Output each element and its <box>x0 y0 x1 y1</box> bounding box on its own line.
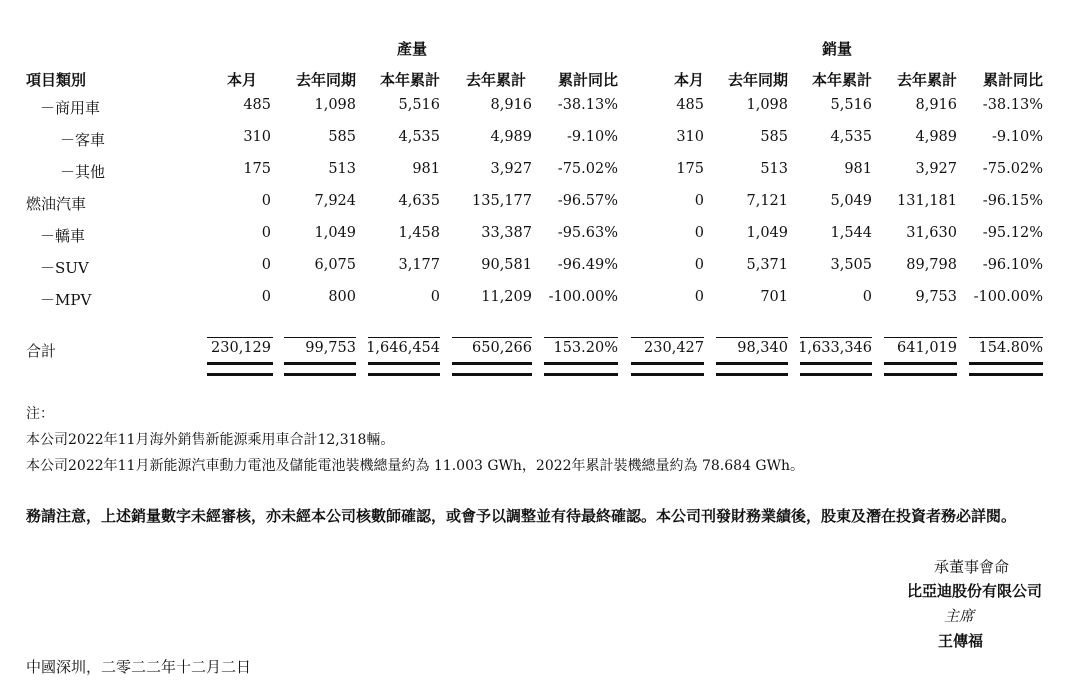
table-cell: -95.63% <box>557 225 618 241</box>
double-rule <box>969 362 1043 376</box>
table-cell: 7,121 <box>746 193 788 209</box>
row-label: －轎車 <box>40 227 86 245</box>
table-cell: 5,516 <box>398 97 440 113</box>
total-cell: 230,427 <box>644 340 704 356</box>
table-cell: -96.57% <box>557 193 618 209</box>
table-cell: 1,544 <box>830 225 872 241</box>
table-cell: 0 <box>261 193 271 209</box>
rule <box>368 337 440 338</box>
rule <box>800 337 872 338</box>
total-cell: 1,633,346 <box>798 340 872 356</box>
table-cell: 0 <box>694 193 704 209</box>
col-header-prod-ytd: 本年累計 <box>379 71 440 89</box>
company-name: 比亞迪股份有限公司 <box>906 582 1042 600</box>
table-cell: 1,049 <box>314 225 356 241</box>
category-column-header: 項目類別 <box>26 71 87 89</box>
row-label: －SUV <box>40 259 89 277</box>
total-cell: 650,266 <box>472 340 532 356</box>
double-rule <box>368 362 440 376</box>
col-header-sales-this-month: 本月 <box>673 71 704 89</box>
double-rule <box>716 362 788 376</box>
rule <box>452 337 532 338</box>
table-cell: 89,798 <box>906 257 957 273</box>
table-cell: -96.15% <box>982 193 1043 209</box>
double-rule <box>452 362 532 376</box>
col-header-prod-last-ytd: 去年累計 <box>465 71 526 89</box>
total-cell: 641,019 <box>897 340 957 356</box>
double-rule <box>544 362 618 376</box>
table-cell: 31,630 <box>906 225 957 241</box>
double-rule <box>207 362 273 376</box>
total-cell: 98,340 <box>737 340 788 356</box>
table-cell: 585 <box>760 129 788 145</box>
note-line-1: 本公司2022年11月海外銷售新能源乘用車合計12,318輛。 <box>26 432 395 448</box>
table-cell: 9,753 <box>915 289 957 305</box>
table-cell: 6,075 <box>314 257 356 273</box>
col-header-prod-ytd-yoy: 累計同比 <box>557 71 618 89</box>
table-cell: 135,177 <box>472 193 532 209</box>
col-header-sales-ytd: 本年累計 <box>811 71 872 89</box>
table-cell: 175 <box>676 161 704 177</box>
table-cell: 8,916 <box>915 97 957 113</box>
note-line-2: 本公司2022年11月新能源汽車動力電池及儲能電池裝機總量約為 11.003 GWh，2022年累計裝機總量約為 78.684 GWh。 <box>26 458 805 474</box>
table-cell: 800 <box>328 289 356 305</box>
table-cell: 0 <box>261 289 271 305</box>
caution-statement: 務請注意，上述銷量數字未經審核，亦未經本公司核數師確認，或會予以調整並有待最終確認。本公司刊發財務業績後，股東及潛在投資者務必詳閱。 <box>26 507 1017 525</box>
table-cell: -9.10% <box>567 129 618 145</box>
rule <box>544 337 618 338</box>
table-cell: -96.49% <box>557 257 618 273</box>
table-cell: 310 <box>676 129 704 145</box>
table-cell: 0 <box>694 257 704 273</box>
sales-group-header: 銷量 <box>822 40 853 58</box>
table-cell: 5,049 <box>830 193 872 209</box>
table-cell: 3,927 <box>490 161 532 177</box>
table-cell: 981 <box>412 161 440 177</box>
table-cell: -38.13% <box>982 97 1043 113</box>
table-cell: 485 <box>243 97 271 113</box>
table-cell: 0 <box>261 257 271 273</box>
table-cell: 0 <box>430 289 440 305</box>
table-cell: -100.00% <box>973 289 1043 305</box>
table-cell: -75.02% <box>982 161 1043 177</box>
table-cell: 175 <box>243 161 271 177</box>
place-and-date: 中國深圳，二零二二年十二月二日 <box>26 658 252 676</box>
table-cell: 485 <box>676 97 704 113</box>
table-cell: 11,209 <box>481 289 532 305</box>
rule <box>884 337 957 338</box>
total-cell: 99,753 <box>305 340 356 356</box>
row-label: －商用車 <box>40 99 101 117</box>
table-cell: 701 <box>760 289 788 305</box>
total-cell: 154.80% <box>978 340 1043 356</box>
row-label: 燃油汽車 <box>26 195 87 213</box>
row-label: －其他 <box>60 163 106 181</box>
total-label: 合計 <box>26 342 57 360</box>
table-cell: 1,098 <box>746 97 788 113</box>
table-cell: 4,535 <box>830 129 872 145</box>
table-cell: 1,049 <box>746 225 788 241</box>
table-cell: 4,635 <box>398 193 440 209</box>
table-cell: 4,989 <box>915 129 957 145</box>
table-cell: 7,924 <box>314 193 356 209</box>
table-cell: -9.10% <box>992 129 1043 145</box>
table-cell: 513 <box>760 161 788 177</box>
table-cell: 585 <box>328 129 356 145</box>
col-header-sales-last-ytd: 去年累計 <box>896 71 957 89</box>
double-rule <box>884 362 957 376</box>
double-rule <box>800 362 872 376</box>
table-cell: 1,098 <box>314 97 356 113</box>
table-cell: 90,581 <box>481 257 532 273</box>
table-cell: 5,371 <box>746 257 788 273</box>
table-cell: 0 <box>694 225 704 241</box>
table-cell: -96.10% <box>982 257 1043 273</box>
rule <box>969 337 1043 338</box>
total-cell: 1,646,454 <box>366 340 440 356</box>
production-group-header: 產量 <box>397 40 428 58</box>
table-cell: 3,177 <box>398 257 440 273</box>
chairman-name: 王傳福 <box>937 632 983 650</box>
col-header-sales-last-year-same-period: 去年同期 <box>727 71 788 89</box>
rule <box>716 337 788 338</box>
row-label: －MPV <box>40 291 92 309</box>
table-cell: 3,505 <box>830 257 872 273</box>
table-cell: -38.13% <box>557 97 618 113</box>
table-cell: -95.12% <box>982 225 1043 241</box>
rule <box>207 337 273 338</box>
table-cell: 131,181 <box>897 193 957 209</box>
double-rule <box>631 362 704 376</box>
notes-heading: 注： <box>26 406 54 422</box>
col-header-prod-last-year-same-period: 去年同期 <box>295 71 356 89</box>
table-cell: 33,387 <box>481 225 532 241</box>
rule <box>631 337 704 338</box>
row-label: －客車 <box>60 131 106 149</box>
total-cell: 153.20% <box>553 340 618 356</box>
table-cell: 5,516 <box>830 97 872 113</box>
rule <box>284 337 356 338</box>
table-cell: 4,535 <box>398 129 440 145</box>
col-header-prod-this-month: 本月 <box>226 71 257 89</box>
double-rule <box>284 362 356 376</box>
table-cell: 310 <box>243 129 271 145</box>
table-cell: 0 <box>862 289 872 305</box>
table-cell: 4,989 <box>490 129 532 145</box>
table-cell: 0 <box>261 225 271 241</box>
table-cell: 8,916 <box>490 97 532 113</box>
table-cell: -75.02% <box>557 161 618 177</box>
table-cell: -100.00% <box>548 289 618 305</box>
chairman-title: 主席 <box>943 607 974 625</box>
col-header-sales-ytd-yoy: 累計同比 <box>982 71 1043 89</box>
by-order-of-board: 承董事會命 <box>933 558 1009 576</box>
table-cell: 513 <box>328 161 356 177</box>
table-cell: 0 <box>694 289 704 305</box>
table-cell: 3,927 <box>915 161 957 177</box>
table-cell: 1,458 <box>398 225 440 241</box>
table-cell: 981 <box>844 161 872 177</box>
total-cell: 230,129 <box>211 340 271 356</box>
